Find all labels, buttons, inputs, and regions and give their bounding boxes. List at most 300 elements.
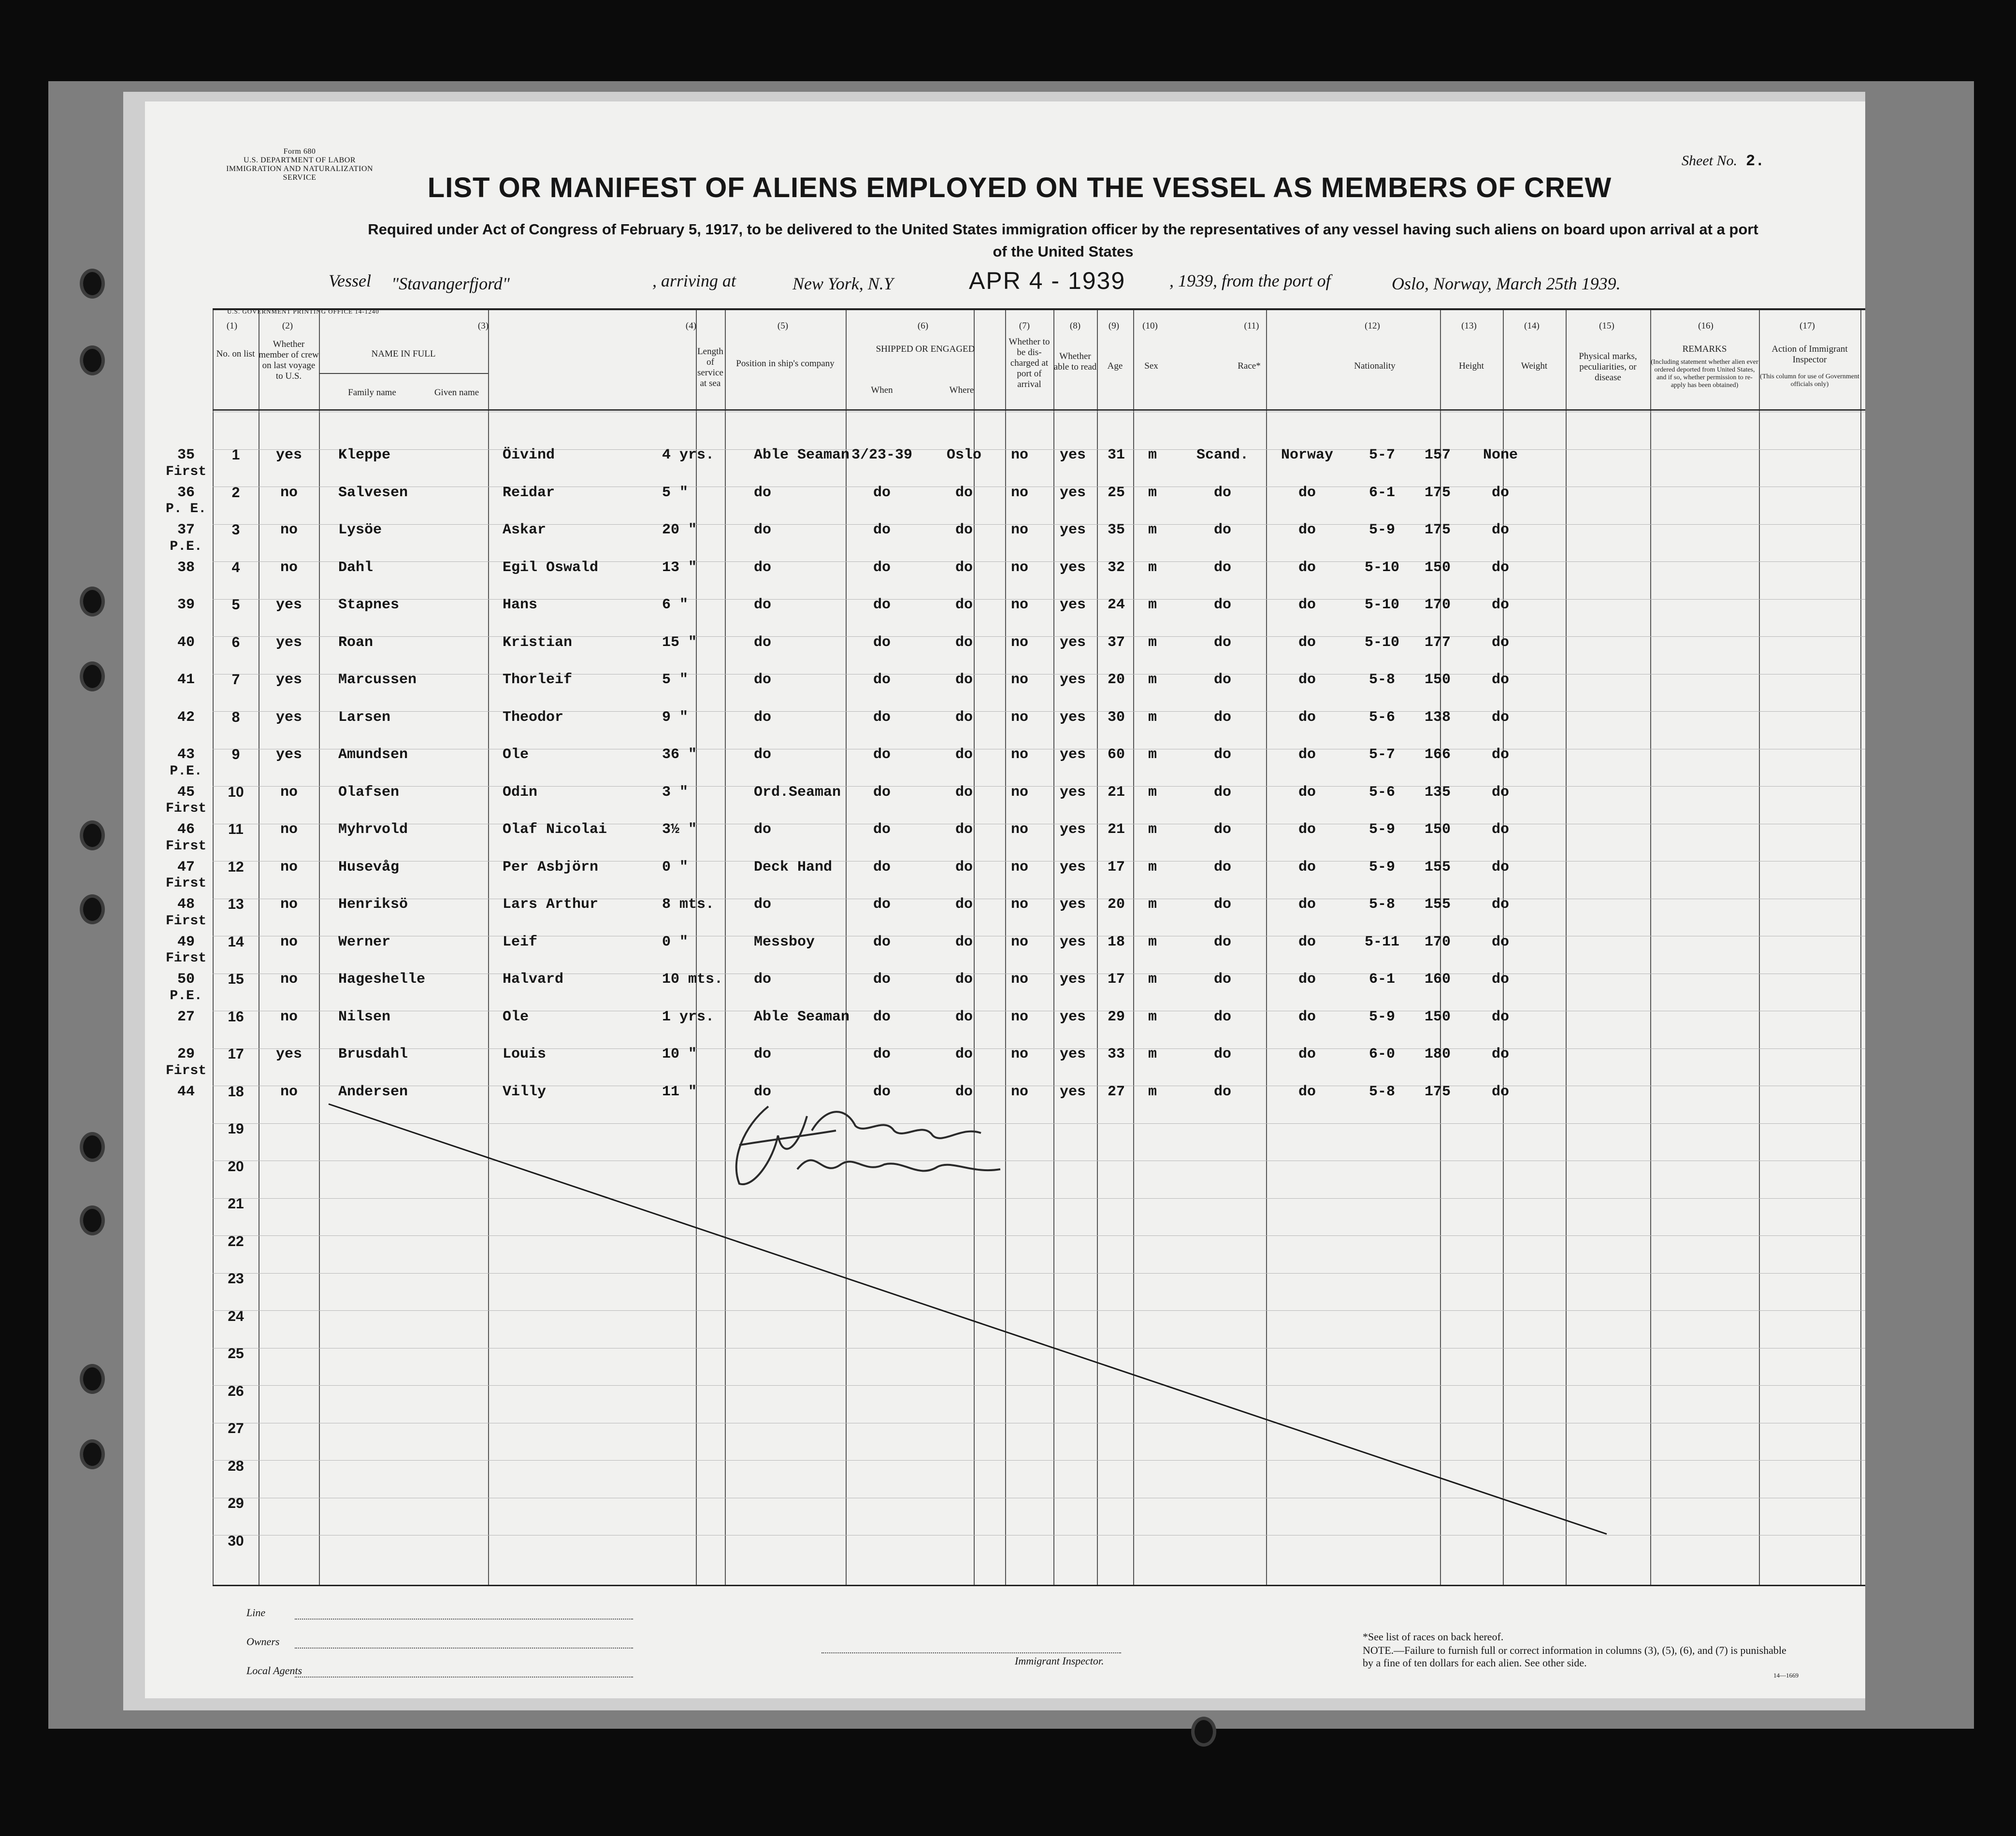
- age-cell: 33: [1107, 1046, 1125, 1062]
- given-name-cell: Villy: [503, 1083, 547, 1100]
- row-number: 27: [228, 1420, 244, 1436]
- where-cell: do: [955, 1083, 973, 1100]
- row-number: 12: [228, 859, 244, 875]
- physical-cell: do: [1491, 597, 1509, 613]
- row-number: 19: [228, 1121, 244, 1137]
- column-number: (15): [1599, 321, 1614, 331]
- family-name-cell: Brusdahl: [338, 1046, 408, 1062]
- read-cell: yes: [1059, 634, 1086, 651]
- age-cell: 35: [1107, 522, 1125, 538]
- vessel-name: "Stavangerfjord": [391, 274, 510, 293]
- read-cell: yes: [1059, 672, 1086, 688]
- given-name-cell: Ole: [503, 1008, 529, 1025]
- race-cell: do: [1213, 559, 1231, 576]
- height-cell: 5-10: [1364, 634, 1399, 651]
- given-name-cell: Louis: [503, 1046, 547, 1062]
- height-cell: 5-6: [1368, 709, 1395, 726]
- col-nationality: Nationality: [1354, 361, 1396, 371]
- weight-cell: 170: [1424, 597, 1451, 613]
- nationality-cell: do: [1298, 821, 1316, 838]
- race-cell: do: [1213, 597, 1231, 613]
- member-cell: no: [280, 933, 298, 950]
- where-cell: do: [955, 559, 973, 576]
- col-weight: Weight: [1521, 361, 1548, 371]
- row-number: 29: [228, 1495, 244, 1511]
- where-cell: do: [955, 597, 973, 613]
- member-cell: no: [280, 559, 298, 576]
- length-cell: 1 yrs.: [662, 1008, 715, 1025]
- age-cell: 31: [1107, 447, 1125, 463]
- col-able-read: Whether able to read: [1053, 351, 1097, 372]
- where-cell: do: [955, 971, 973, 988]
- col-when: When: [871, 385, 893, 395]
- read-cell: yes: [1059, 1046, 1086, 1062]
- race-cell: do: [1213, 896, 1231, 913]
- col-race: Race*: [1238, 361, 1261, 371]
- row-number: 26: [228, 1383, 244, 1399]
- margin-note: P.E.: [170, 988, 202, 1004]
- col-position: Position in ship's company: [736, 359, 835, 369]
- row-number: 20: [228, 1158, 244, 1175]
- age-cell: 20: [1107, 672, 1125, 688]
- weight-cell: 150: [1424, 672, 1451, 688]
- col-name-in-full: NAME IN FULL: [319, 349, 488, 374]
- race-cell: do: [1213, 484, 1231, 501]
- family-name-cell: Larsen: [338, 709, 391, 726]
- form-number: Form 680: [283, 147, 316, 156]
- family-name-cell: Salvesen: [338, 484, 408, 501]
- read-cell: yes: [1059, 971, 1086, 988]
- when-cell: do: [873, 1008, 891, 1025]
- when-cell: do: [873, 484, 891, 501]
- height-cell: 6-1: [1368, 484, 1395, 501]
- read-cell: yes: [1059, 1083, 1086, 1100]
- given-name-cell: Ole: [503, 746, 529, 763]
- discharged-cell: no: [1010, 1008, 1028, 1025]
- weight-cell: 150: [1424, 821, 1451, 838]
- discharged-cell: no: [1010, 634, 1028, 651]
- physical-cell: do: [1491, 896, 1509, 913]
- nationality-cell: Norway: [1281, 447, 1334, 463]
- row-number: 9: [231, 746, 240, 762]
- family-name-cell: Roan: [338, 634, 374, 651]
- family-name-cell: Andersen: [338, 1083, 408, 1100]
- length-cell: 0 ": [662, 859, 689, 875]
- age-cell: 20: [1107, 896, 1125, 913]
- read-cell: yes: [1059, 933, 1086, 950]
- weight-cell: 175: [1424, 484, 1451, 501]
- sheet-label: Sheet No.: [1682, 153, 1737, 169]
- margin-note: First: [165, 913, 206, 929]
- owners-label: Owners: [246, 1635, 280, 1648]
- manifest-line-number: 36: [177, 484, 195, 501]
- col-member-last-voyage: Whether member of crew on last voyage to U.S.: [259, 339, 319, 381]
- row-number: 16: [228, 1008, 244, 1025]
- physical-cell: do: [1491, 746, 1509, 763]
- family-name-cell: Dahl: [338, 559, 374, 576]
- physical-cell: do: [1491, 821, 1509, 838]
- when-cell: do: [873, 597, 891, 613]
- height-cell: 5-11: [1364, 933, 1399, 950]
- discharged-cell: no: [1010, 859, 1028, 875]
- column-number: (17): [1800, 321, 1815, 331]
- penalty-note: NOTE.—Failure to furnish full or correct information in columns (3), (5), (6), and (7) is punishable by a fine of ten dollars for each alien. See other side.: [1363, 1644, 1786, 1669]
- where-cell: do: [955, 896, 973, 913]
- when-cell: do: [873, 559, 891, 576]
- when-cell: do: [873, 1046, 891, 1062]
- length-cell: 15 ": [662, 634, 697, 651]
- when-cell: do: [873, 933, 891, 950]
- race-cell: do: [1213, 971, 1231, 988]
- member-cell: no: [280, 971, 298, 988]
- given-name-cell: Kristian: [503, 634, 573, 651]
- row-number: 7: [231, 672, 240, 688]
- weight-cell: 138: [1424, 709, 1451, 726]
- margin-note: P.E.: [170, 539, 202, 554]
- col-length-service: Length of service at sea: [697, 346, 723, 388]
- age-cell: 60: [1107, 746, 1125, 763]
- age-cell: 32: [1107, 559, 1125, 576]
- where-cell: do: [955, 1008, 973, 1025]
- position-cell: do: [754, 522, 772, 538]
- row-number: 4: [231, 559, 240, 575]
- row-number: 1: [231, 447, 240, 463]
- row-number: 15: [228, 971, 244, 987]
- departure-port: Oslo, Norway, March 25th 1939.: [1392, 274, 1621, 293]
- manifest-line-number: 41: [177, 672, 195, 688]
- read-cell: yes: [1059, 522, 1086, 538]
- weight-cell: 150: [1424, 559, 1451, 576]
- race-cell: Scand.: [1196, 447, 1249, 463]
- family-name-cell: Amundsen: [338, 746, 408, 763]
- manifest-line-number: 40: [177, 634, 195, 651]
- age-cell: 25: [1107, 484, 1125, 501]
- read-cell: yes: [1059, 559, 1086, 576]
- height-cell: 5-7: [1368, 447, 1395, 463]
- service: IMMIGRATION AND NATURALIZATION SERVICE: [226, 165, 373, 182]
- col-shipped-engaged: SHIPPED OR ENGAGED: [876, 344, 975, 354]
- row-number: 11: [228, 821, 244, 837]
- family-name-cell: Stapnes: [338, 597, 400, 613]
- where-cell: do: [955, 746, 973, 763]
- column-number: (16): [1698, 321, 1714, 331]
- column-number: (6): [917, 321, 929, 331]
- when-cell: 3/23-39: [851, 447, 913, 463]
- height-cell: 5-10: [1364, 597, 1399, 613]
- length-cell: 0 ": [662, 933, 689, 950]
- where-cell: Oslo: [946, 447, 981, 463]
- when-cell: do: [873, 522, 891, 538]
- weight-cell: 155: [1424, 859, 1451, 875]
- manifest-line-number: 29: [177, 1046, 195, 1062]
- physical-cell: do: [1491, 709, 1509, 726]
- nationality-cell: do: [1298, 522, 1316, 538]
- printing-office: U.S. GOVERNMENT PRINTING OFFICE 14-1240: [227, 308, 379, 315]
- manifest-line-number: 45: [177, 784, 195, 801]
- weight-cell: 175: [1424, 1083, 1451, 1100]
- given-name-cell: Lars Arthur: [503, 896, 599, 913]
- col-given-name: Given name: [434, 387, 479, 398]
- physical-cell: do: [1491, 634, 1509, 651]
- margin-note: First: [165, 951, 206, 966]
- member-cell: no: [280, 1083, 298, 1100]
- member-cell: no: [280, 522, 298, 538]
- column-number: (1): [226, 321, 238, 331]
- discharged-cell: no: [1010, 821, 1028, 838]
- nationality-cell: do: [1298, 559, 1316, 576]
- row-number: 28: [228, 1458, 244, 1474]
- margin-note: P. E.: [165, 502, 206, 516]
- arrival-date-stamp: APR 4 - 1939: [969, 267, 1126, 294]
- form-code: 14—1669: [1773, 1672, 1799, 1679]
- discharged-cell: no: [1010, 1083, 1028, 1100]
- page-subtitle: Required under Act of Congress of February 5, 1917, to be delivered to the United States immigration officer by the representatives of any vessel having such aliens on board upon arrival at a port of the United States: [368, 221, 1758, 260]
- inspector-field: [821, 1652, 1121, 1653]
- physical-cell: do: [1491, 559, 1509, 576]
- race-cell: do: [1213, 746, 1231, 763]
- manifest-line-number: 46: [177, 821, 195, 838]
- margin-note: First: [165, 1063, 206, 1078]
- sex-cell: m: [1148, 784, 1157, 801]
- when-cell: do: [873, 859, 891, 875]
- weight-cell: 150: [1424, 1008, 1451, 1025]
- race-cell: do: [1213, 634, 1231, 651]
- column-number: (4): [685, 321, 697, 331]
- physical-cell: do: [1491, 672, 1509, 688]
- weight-cell: 177: [1424, 634, 1451, 651]
- manifest-line-number: 35: [177, 447, 195, 463]
- manifest-line-number: 42: [177, 709, 195, 726]
- where-cell: do: [955, 1046, 973, 1062]
- position-cell: do: [754, 746, 772, 763]
- sex-cell: m: [1148, 484, 1157, 501]
- nationality-cell: do: [1298, 933, 1316, 950]
- position-cell: do: [754, 971, 772, 988]
- member-cell: yes: [275, 447, 302, 463]
- length-cell: 10 mts.: [662, 971, 723, 988]
- height-cell: 5-9: [1368, 821, 1395, 838]
- discharged-cell: no: [1010, 597, 1028, 613]
- family-name-cell: Kleppe: [338, 447, 391, 463]
- physical-cell: do: [1491, 933, 1509, 950]
- where-cell: do: [955, 821, 973, 838]
- sex-cell: m: [1148, 522, 1157, 538]
- position-cell: Able Seaman: [754, 447, 850, 463]
- manifest-line-number: 48: [177, 896, 195, 913]
- physical-cell: do: [1491, 971, 1509, 988]
- position-cell: do: [754, 484, 772, 501]
- length-cell: 4 yrs.: [662, 447, 715, 463]
- member-cell: no: [280, 484, 298, 501]
- column-number: (3): [477, 321, 489, 331]
- sex-cell: m: [1148, 1046, 1157, 1062]
- height-cell: 6-0: [1368, 1046, 1395, 1062]
- position-cell: do: [754, 597, 772, 613]
- sex-cell: m: [1148, 859, 1157, 875]
- physical-cell: do: [1491, 484, 1509, 501]
- length-cell: 36 ": [662, 746, 697, 763]
- col-age: Age: [1107, 361, 1123, 371]
- read-cell: yes: [1059, 709, 1086, 726]
- family-name-cell: Myhrvold: [338, 821, 408, 838]
- position-cell: do: [754, 896, 772, 913]
- manifest-line-number: 44: [177, 1083, 195, 1100]
- given-name-cell: Halvard: [503, 971, 564, 988]
- column-number: (14): [1524, 321, 1540, 331]
- read-cell: yes: [1059, 1008, 1086, 1025]
- age-cell: 21: [1107, 784, 1125, 801]
- when-cell: do: [873, 634, 891, 651]
- discharged-cell: no: [1010, 522, 1028, 538]
- manifest-line-number: 47: [177, 859, 195, 875]
- where-cell: do: [955, 484, 973, 501]
- when-cell: do: [873, 784, 891, 801]
- row-number: 18: [228, 1083, 244, 1100]
- margin-note: First: [165, 801, 206, 816]
- read-cell: yes: [1059, 784, 1086, 801]
- given-name-cell: Öivind: [503, 447, 555, 463]
- column-number: (13): [1461, 321, 1477, 331]
- weight-cell: 180: [1424, 1046, 1451, 1062]
- length-cell: 3 ": [662, 784, 689, 801]
- member-cell: yes: [275, 746, 302, 763]
- row-number: 5: [231, 597, 240, 613]
- race-note: *See list of races on back hereof.: [1363, 1631, 1504, 1643]
- nationality-cell: do: [1298, 484, 1316, 501]
- nationality-cell: do: [1298, 634, 1316, 651]
- when-cell: do: [873, 672, 891, 688]
- line-field: [295, 1619, 633, 1620]
- when-cell: do: [873, 746, 891, 763]
- sex-cell: m: [1148, 709, 1157, 726]
- physical-cell: do: [1491, 1008, 1509, 1025]
- length-cell: 3½ ": [662, 821, 697, 838]
- sex-cell: m: [1148, 597, 1157, 613]
- manifest-line-number: 38: [177, 559, 195, 576]
- weight-cell: 157: [1424, 447, 1451, 463]
- family-name-cell: Marcussen: [338, 672, 417, 688]
- when-cell: do: [873, 896, 891, 913]
- sheet-value: 2.: [1745, 152, 1765, 170]
- column-number: (9): [1108, 321, 1120, 331]
- length-cell: 5 ": [662, 484, 689, 501]
- physical-cell: do: [1491, 859, 1509, 875]
- read-cell: yes: [1059, 597, 1086, 613]
- row-number: 13: [228, 896, 244, 912]
- agents-field: [295, 1677, 633, 1678]
- given-name-cell: Odin: [503, 784, 538, 801]
- manifest-line-number: 27: [177, 1008, 195, 1025]
- position-cell: do: [754, 672, 772, 688]
- position-cell: Messboy: [754, 933, 815, 950]
- length-cell: 9 ": [662, 709, 689, 726]
- height-cell: 5-6: [1368, 784, 1395, 801]
- col-family-name: Family name: [348, 387, 396, 398]
- position-cell: do: [754, 821, 772, 838]
- sex-cell: m: [1148, 933, 1157, 950]
- height-cell: 5-9: [1368, 1008, 1395, 1025]
- race-cell: do: [1213, 859, 1231, 875]
- age-cell: 29: [1107, 1008, 1125, 1025]
- physical-cell: None: [1483, 447, 1518, 463]
- physical-cell: do: [1491, 522, 1509, 538]
- position-cell: do: [754, 559, 772, 576]
- discharged-cell: no: [1010, 559, 1028, 576]
- given-name-cell: Leif: [503, 933, 538, 950]
- row-number: 22: [228, 1233, 244, 1249]
- given-name-cell: Egil Oswald: [503, 559, 599, 576]
- family-name-cell: Hageshelle: [338, 971, 426, 988]
- member-cell: no: [280, 896, 298, 913]
- col-where: Where: [949, 385, 974, 395]
- read-cell: yes: [1059, 859, 1086, 875]
- manifest-line-number: 50: [177, 971, 195, 988]
- read-cell: yes: [1059, 447, 1086, 463]
- member-cell: no: [280, 821, 298, 838]
- margin-note: First: [165, 838, 206, 854]
- inspector-label: Immigrant Inspector.: [1015, 1655, 1104, 1667]
- position-cell: Ord.Seaman: [754, 784, 841, 801]
- column-number: (2): [282, 321, 293, 331]
- race-cell: do: [1213, 821, 1231, 838]
- weight-cell: 175: [1424, 522, 1451, 538]
- race-cell: do: [1213, 784, 1231, 801]
- age-cell: 30: [1107, 709, 1125, 726]
- given-name-cell: Theodor: [503, 709, 564, 726]
- manifest-line-number: 37: [177, 522, 195, 538]
- discharged-cell: no: [1010, 784, 1028, 801]
- discharged-cell: no: [1010, 672, 1028, 688]
- margin-note: First: [165, 464, 206, 479]
- row-number: 2: [231, 484, 240, 501]
- length-cell: 11 ": [662, 1083, 697, 1100]
- given-name-cell: Askar: [503, 522, 547, 538]
- nationality-cell: do: [1298, 709, 1316, 726]
- member-cell: no: [280, 1008, 298, 1025]
- nationality-cell: do: [1298, 859, 1316, 875]
- age-cell: 27: [1107, 1083, 1125, 1100]
- manifest-line-number: 49: [177, 933, 195, 950]
- col-remarks-note: (Including statement whether alien ever ordered deported from United States, and if so, whether permission to re-apply has been obtained): [1651, 359, 1758, 389]
- sex-cell: m: [1148, 447, 1157, 463]
- race-cell: do: [1213, 933, 1231, 950]
- member-cell: yes: [275, 672, 302, 688]
- discharged-cell: no: [1010, 709, 1028, 726]
- age-cell: 37: [1107, 634, 1125, 651]
- given-name-cell: Per Asbjörn: [503, 859, 599, 875]
- discharged-cell: no: [1010, 447, 1028, 463]
- length-cell: 10 ": [662, 1046, 697, 1062]
- row-number: 3: [231, 522, 240, 538]
- row-number: 25: [228, 1346, 244, 1362]
- column-number: (12): [1365, 321, 1380, 331]
- family-name-cell: Olafsen: [338, 784, 400, 801]
- length-cell: 6 ": [662, 597, 689, 613]
- row-number: 10: [228, 784, 244, 800]
- where-cell: do: [955, 933, 973, 950]
- race-cell: do: [1213, 672, 1231, 688]
- row-number: 23: [228, 1271, 244, 1287]
- height-cell: 6-1: [1368, 971, 1395, 988]
- row-number: 17: [228, 1046, 244, 1062]
- family-name-cell: Lysöe: [338, 522, 382, 538]
- age-cell: 21: [1107, 821, 1125, 838]
- weight-cell: 155: [1424, 896, 1451, 913]
- where-cell: do: [955, 634, 973, 651]
- sex-cell: m: [1148, 746, 1157, 763]
- age-cell: 24: [1107, 597, 1125, 613]
- sex-cell: m: [1148, 1083, 1157, 1100]
